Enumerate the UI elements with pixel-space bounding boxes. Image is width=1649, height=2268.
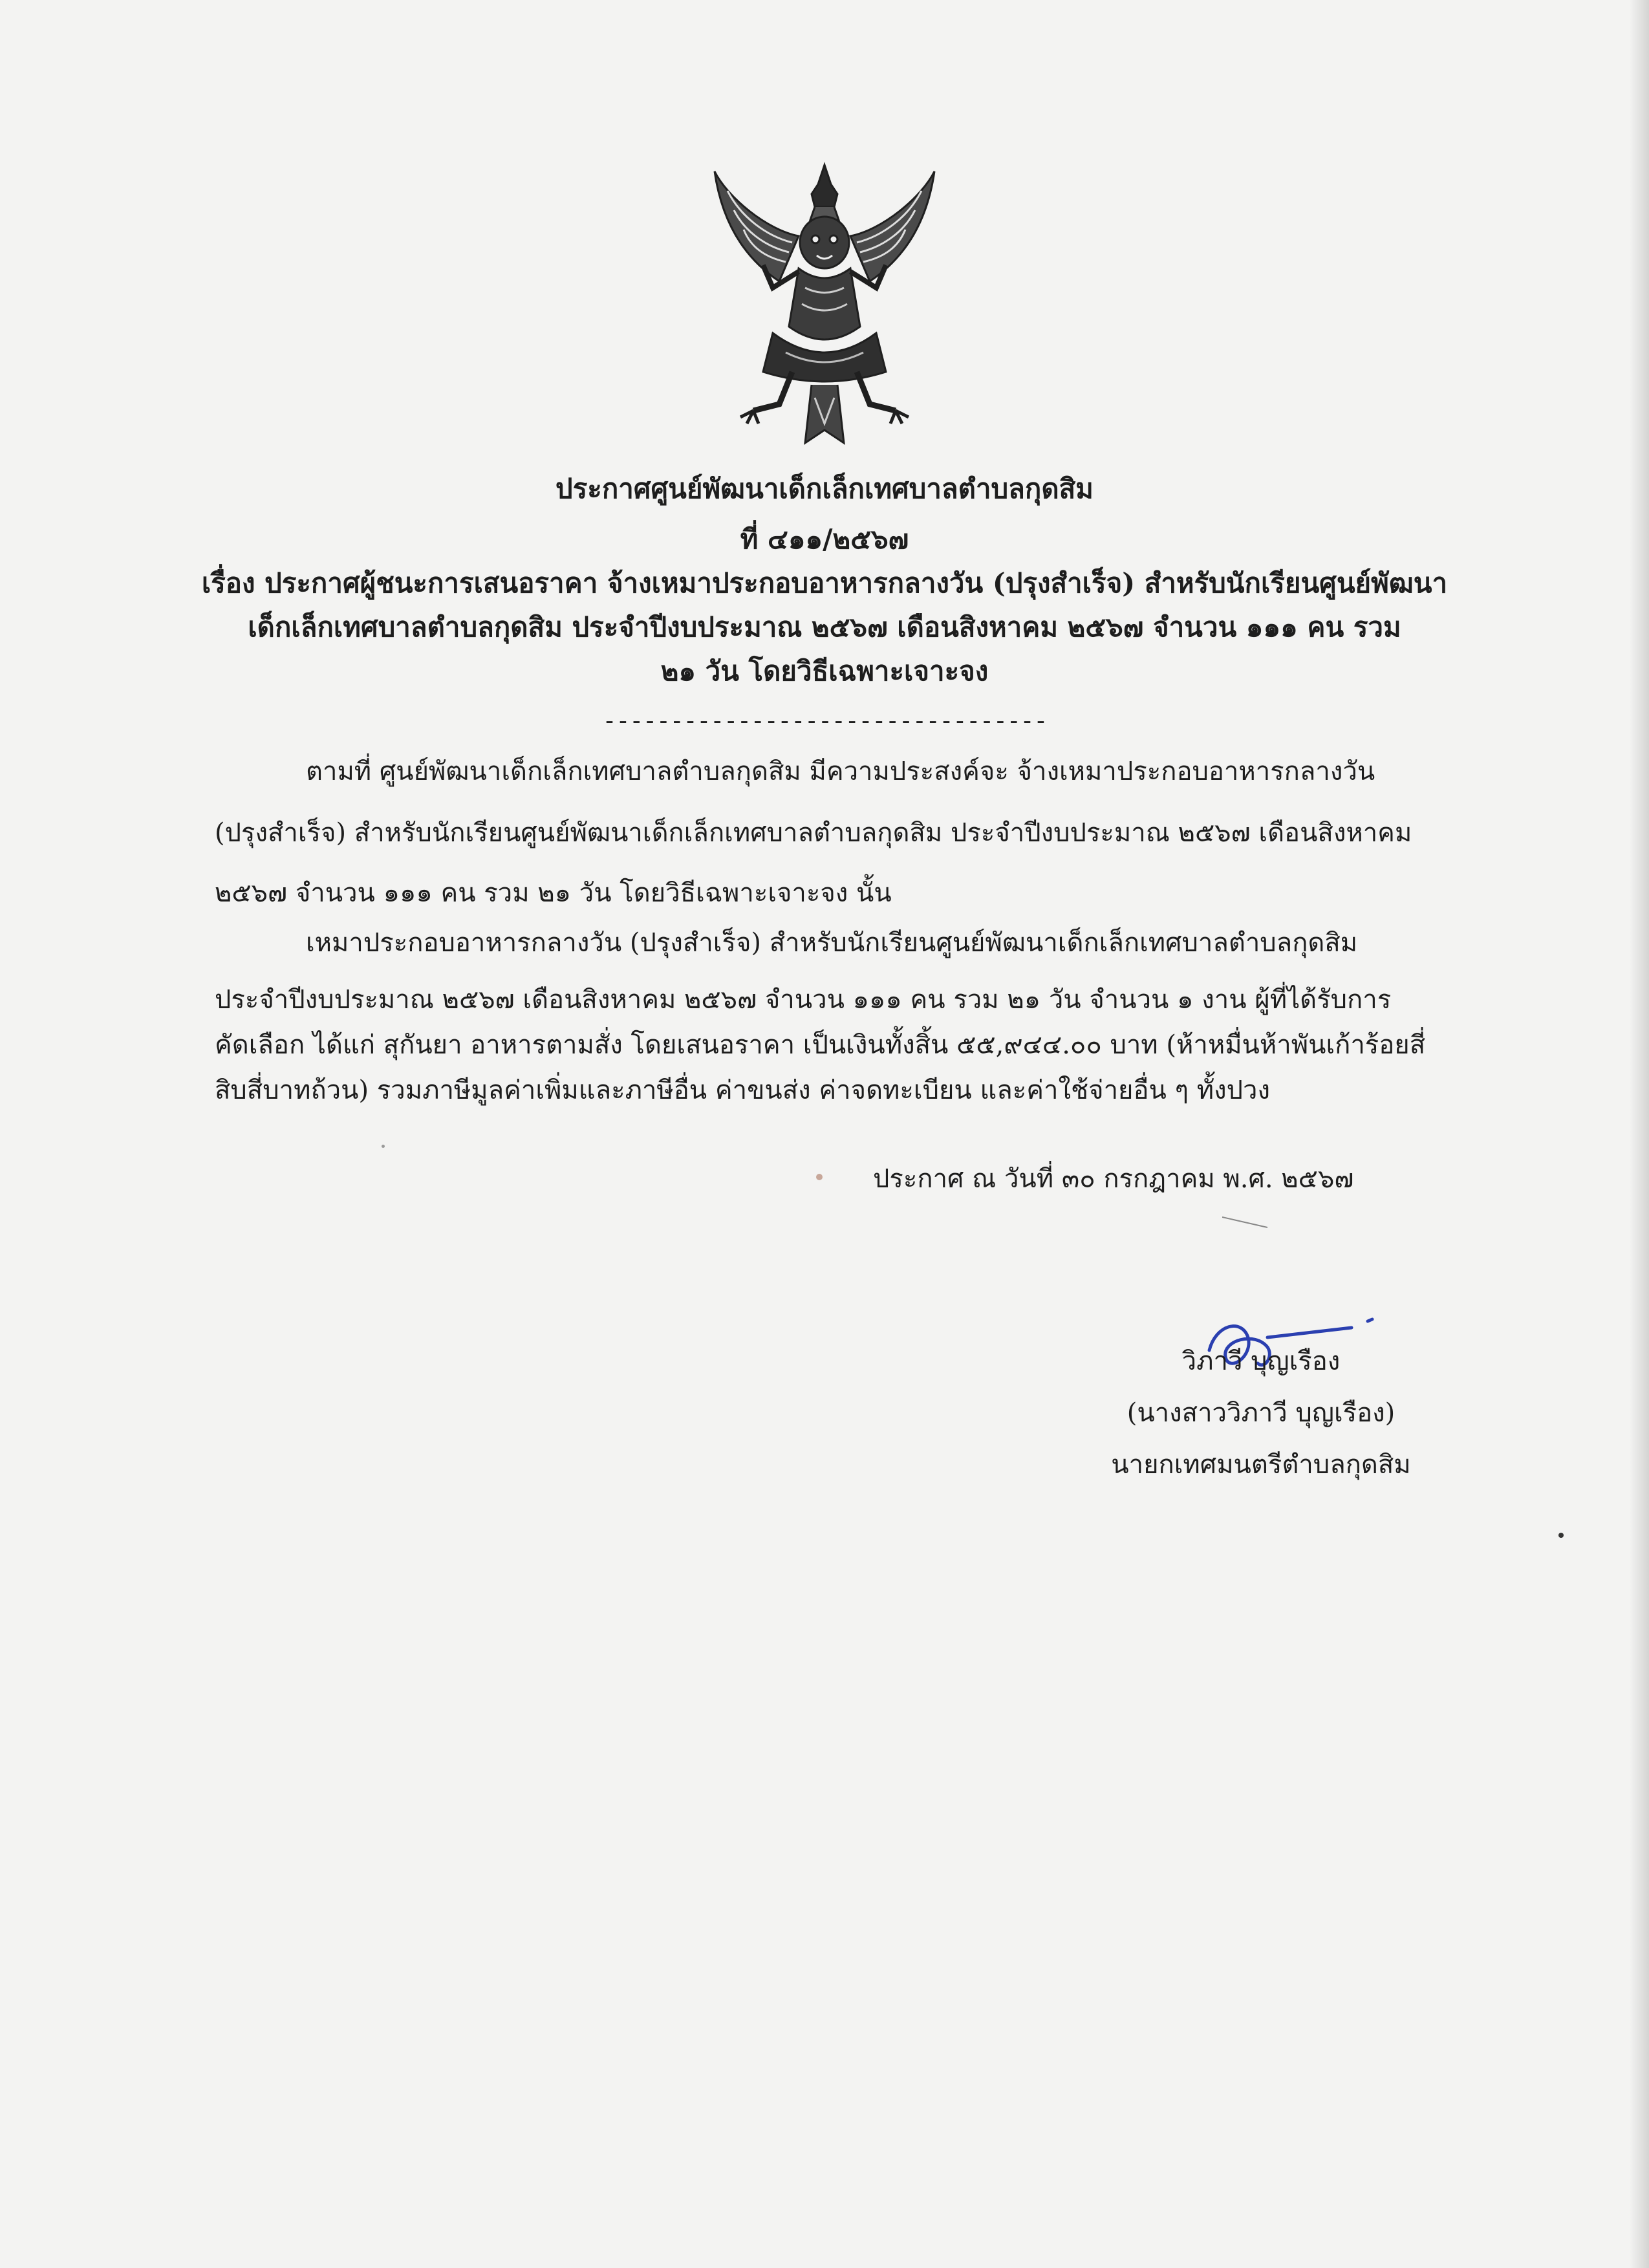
signed-name: วิภาวี บุญเรือง	[1181, 1346, 1341, 1376]
subject	[194, 561, 1455, 693]
signature-block	[1035, 1335, 1487, 1491]
paragraph-1-line: ตามที่ ศูนย์พัฒนาเด็กเล็กเทศบาลตำบลกุดสิม มีความประสงค์จะ จ้างเหมาประกอบอาหารกลางวัน	[306, 757, 1375, 786]
subject-line: เด็กเล็กเทศบาลตำบลกุดสิม ประจำปีงบประมาณ ๒๕๖๗ เดือนสิงหาคม ๒๕๖๗ จำนวน ๑๑๑ คน รวม	[248, 611, 1401, 643]
garuda-emblem	[702, 158, 947, 456]
paragraph-1-line: ๒๕๖๗ จำนวน ๑๑๑ คน รวม ๒๑ วัน โดยวิธีเฉพาะเจาะจง นั้น	[215, 878, 892, 908]
paragraph-2-line: เหมาประกอบอาหารกลางวัน (ปรุงสำเร็จ) สำหรับนักเรียนศูนย์พัฒนาเด็กเล็กเทศบาลตำบลกุดสิม	[306, 928, 1358, 958]
announcement-date: ประกาศ ณ วันที่ ๓๐ กรกฎาคม พ.ศ. ๒๕๖๗	[873, 1164, 1354, 1194]
announcement-number: ที่ ๔๑๑/๒๕๖๗	[740, 523, 909, 555]
scan-speck	[816, 1174, 823, 1180]
scan-speck	[382, 1145, 385, 1148]
paragraph-2-line: สิบสี่บาทถ้วน) รวมภาษีมูลค่าเพิ่มและภาษีอื่น ค่าขนส่ง ค่าจดทะเบียน และค่าใช้จ่ายอื่น ๆ ทั้งปวง	[215, 1075, 1271, 1105]
subject-line: ๒๑ วัน โดยวิธีเฉพาะเจาะจง	[660, 655, 989, 687]
scan-crease	[1222, 1216, 1274, 1229]
announcement-title: ประกาศศูนย์พัฒนาเด็กเล็กเทศบาลตำบลกุดสิม	[555, 473, 1094, 504]
paragraph-1-line: (ปรุงสำเร็จ) สำหรับนักเรียนศูนย์พัฒนาเด็กเล็กเทศบาลตำบลกุดสิม ประจำปีงบประมาณ ๒๕๖๗ เดือนสิงหาคม	[215, 818, 1412, 848]
signatory-full-name: (นางสาววิภาวี บุญเรือง)	[1126, 1398, 1396, 1428]
scan-speck	[1558, 1533, 1564, 1538]
paragraph-2-line: ประจำปีงบประมาณ ๒๕๖๗ เดือนสิงหาคม ๒๕๖๗ จำนวน ๑๑๑ คน รวม ๒๑ วัน จำนวน ๑ งาน ผู้ที่ได้รับการ	[215, 985, 1392, 1015]
paragraph-2-line: คัดเลือก ได้แก่ สุกันยา อาหารตามสั่ง โดยเสนอราคา เป็นเงินทั้งสิ้น ๕๕,๙๔๔.๐๐ บาท (ห้าหมื่นห้าพันเก้าร้อยสี่	[215, 1030, 1426, 1060]
separator-line: ---------------------------------	[605, 706, 1050, 735]
signatory-position: นายกเทศมนตรีตำบลกุดสิม	[1111, 1450, 1411, 1480]
page-edge-shadow	[1630, 0, 1649, 2268]
subject-line: เรื่อง ประกาศผู้ชนะการเสนอราคา จ้างเหมาประกอบอาหารกลางวัน (ปรุงสำเร็จ) สำหรับนักเรียนศูนย์พัฒนา	[201, 567, 1448, 599]
